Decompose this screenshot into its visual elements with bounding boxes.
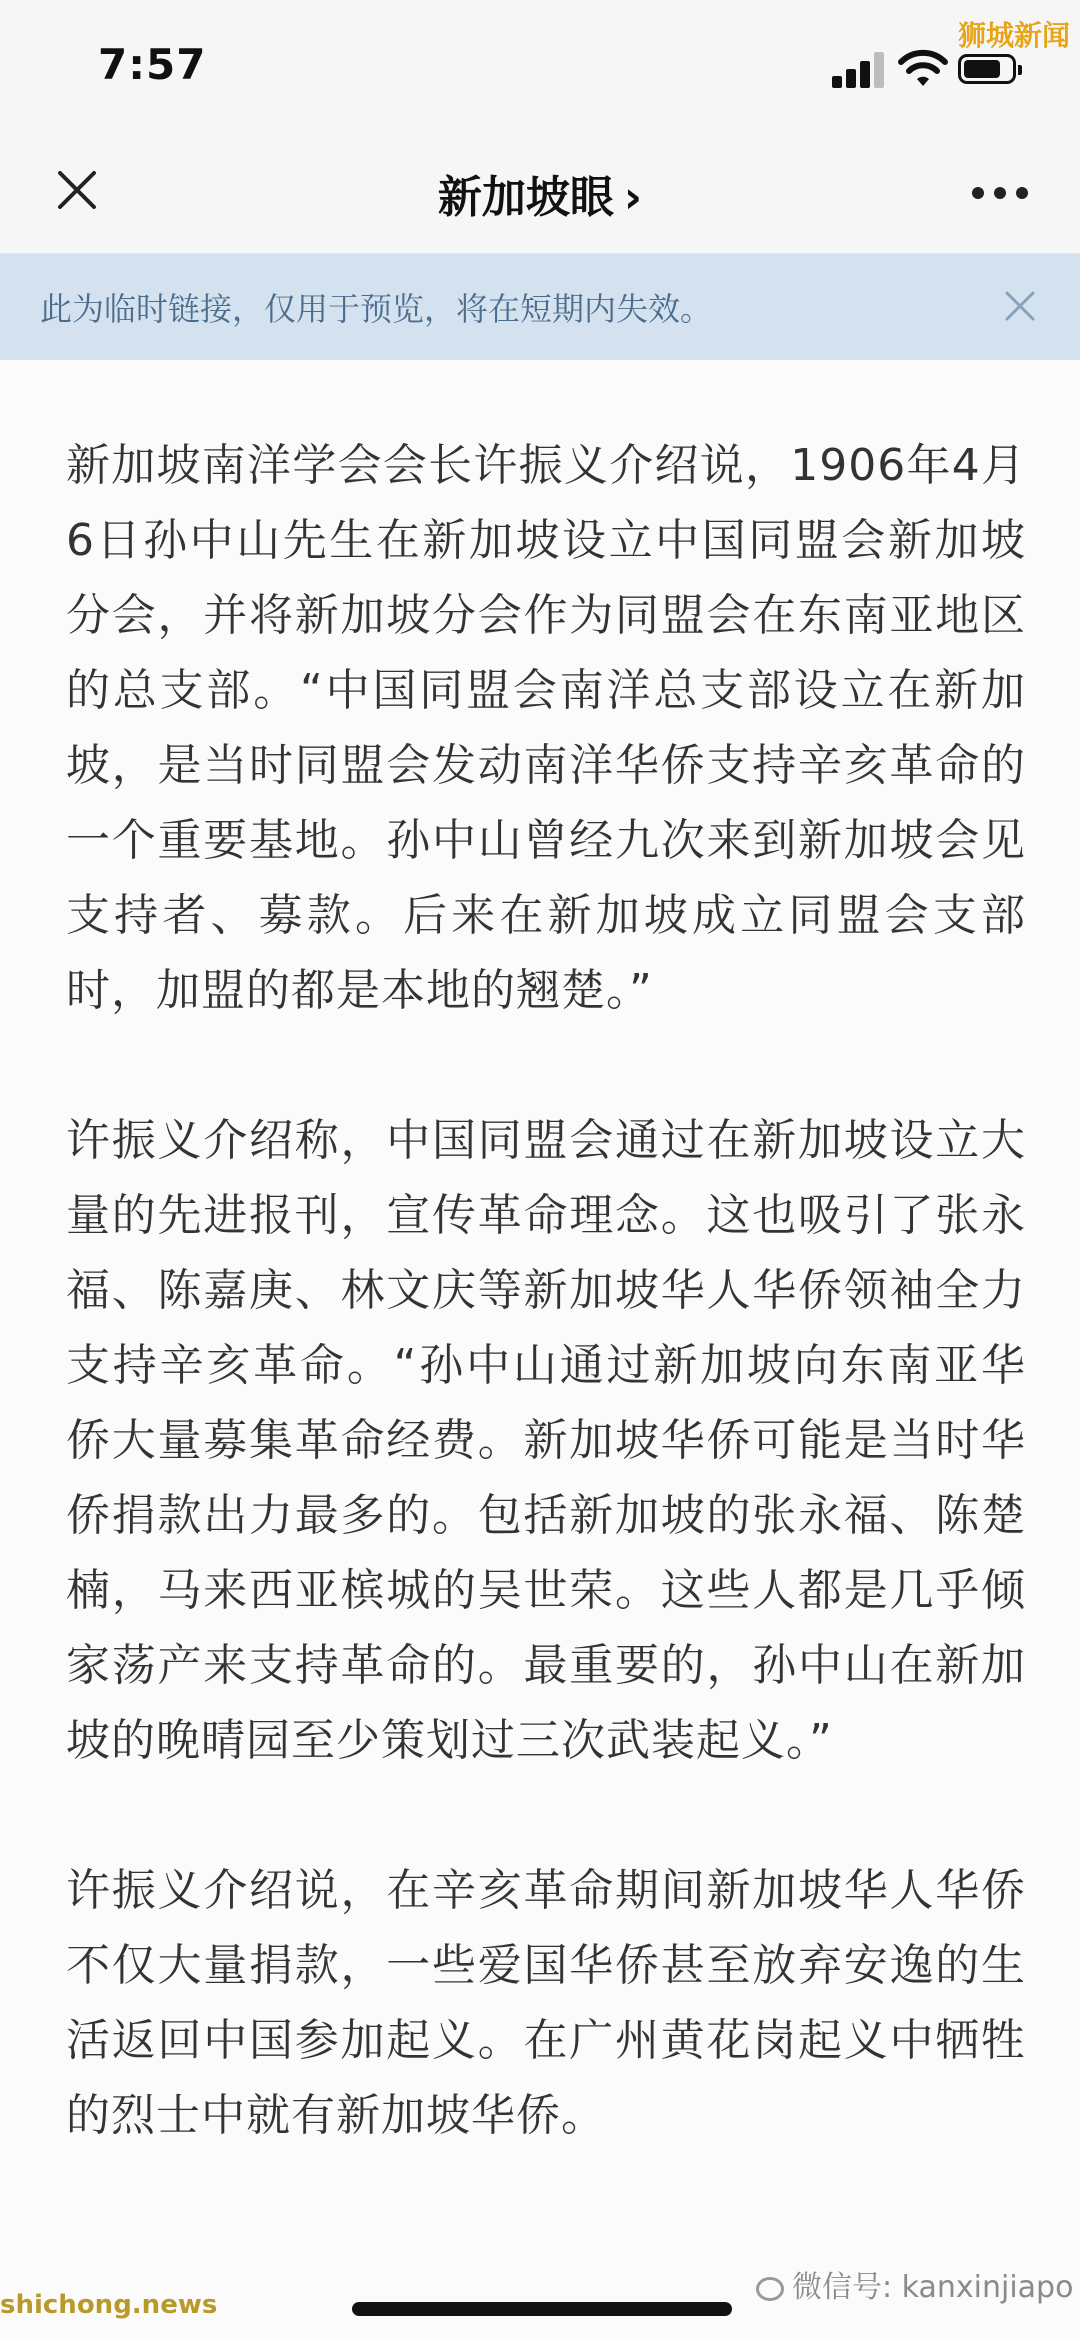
status-bar <box>0 0 1080 135</box>
battery-icon <box>958 54 1016 84</box>
watermark-top: 狮城新闻 <box>957 19 1070 52</box>
chevron-right-icon: › <box>623 172 643 223</box>
wechat-icon <box>756 2277 784 2301</box>
article-paragraph: 新加坡南洋学会会长许振义介绍说，1906年4月6日孙中山先生在新加坡设立中国同盟会新加坡分会，并将新加坡分会作为同盟会在东南亚地区的总支部。“中国同盟会南洋总支部设立在新加坡，是当时同盟会发动南洋华侨支持辛亥革命的一个重要基地。孙中山曾经九次来到新加坡会见支持者、募款。后来在新加坡成立同盟会支部时，加盟的都是本地的翘楚。” <box>66 440 1026 1016</box>
cellular-signal-icon <box>832 52 888 88</box>
notice-text: 此为临时链接，仅用于预览，将在短期内失效。 <box>40 290 713 328</box>
temporary-link-notice <box>0 254 1080 360</box>
nav-bar <box>0 135 1080 254</box>
more-dots-icon[interactable] <box>972 187 1028 201</box>
wechat-watermark <box>756 2262 1073 2306</box>
article-body <box>66 428 1026 2228</box>
nav-title-button[interactable] <box>0 161 1080 225</box>
watermark-bottom: shichong.news <box>0 2290 218 2320</box>
notice-close-icon[interactable] <box>1002 288 1038 324</box>
home-indicator[interactable] <box>352 2302 732 2316</box>
wifi-icon <box>898 48 948 88</box>
article-paragraph: 许振义介绍称，中国同盟会通过在新加坡设立大量的先进报刊，宣传革命理念。这也吸引了张永福、陈嘉庚、林文庆等新加坡华人华侨领袖全力支持辛亥革命。“孙中山通过新加坡向东南亚华侨大量募集革命经费。新加坡华侨可能是当时华侨捐款出力最多的。包括新加坡的张永福、陈楚楠，马来西亚槟城的吴世荣。这些人都是几乎倾家荡产来支持革命的。最重要的，孙中山在新加坡的晚晴园至少策划过三次武装起义。” <box>66 1115 1026 1766</box>
status-time: 7:57 <box>98 40 207 89</box>
wechat-watermark-text: 微信号: kanxinjiapo <box>792 2270 1074 2305</box>
article-paragraph: 许振义介绍说，在辛亥革命期间新加坡华人华侨不仅大量捐款，一些爱国华侨甚至放弃安逸的生活返回中国参加起义。在广州黄花岗起义中牺牲的烈士中就有新加坡华侨。 <box>66 1865 1026 2141</box>
nav-title: 新加坡眼 <box>437 172 614 223</box>
